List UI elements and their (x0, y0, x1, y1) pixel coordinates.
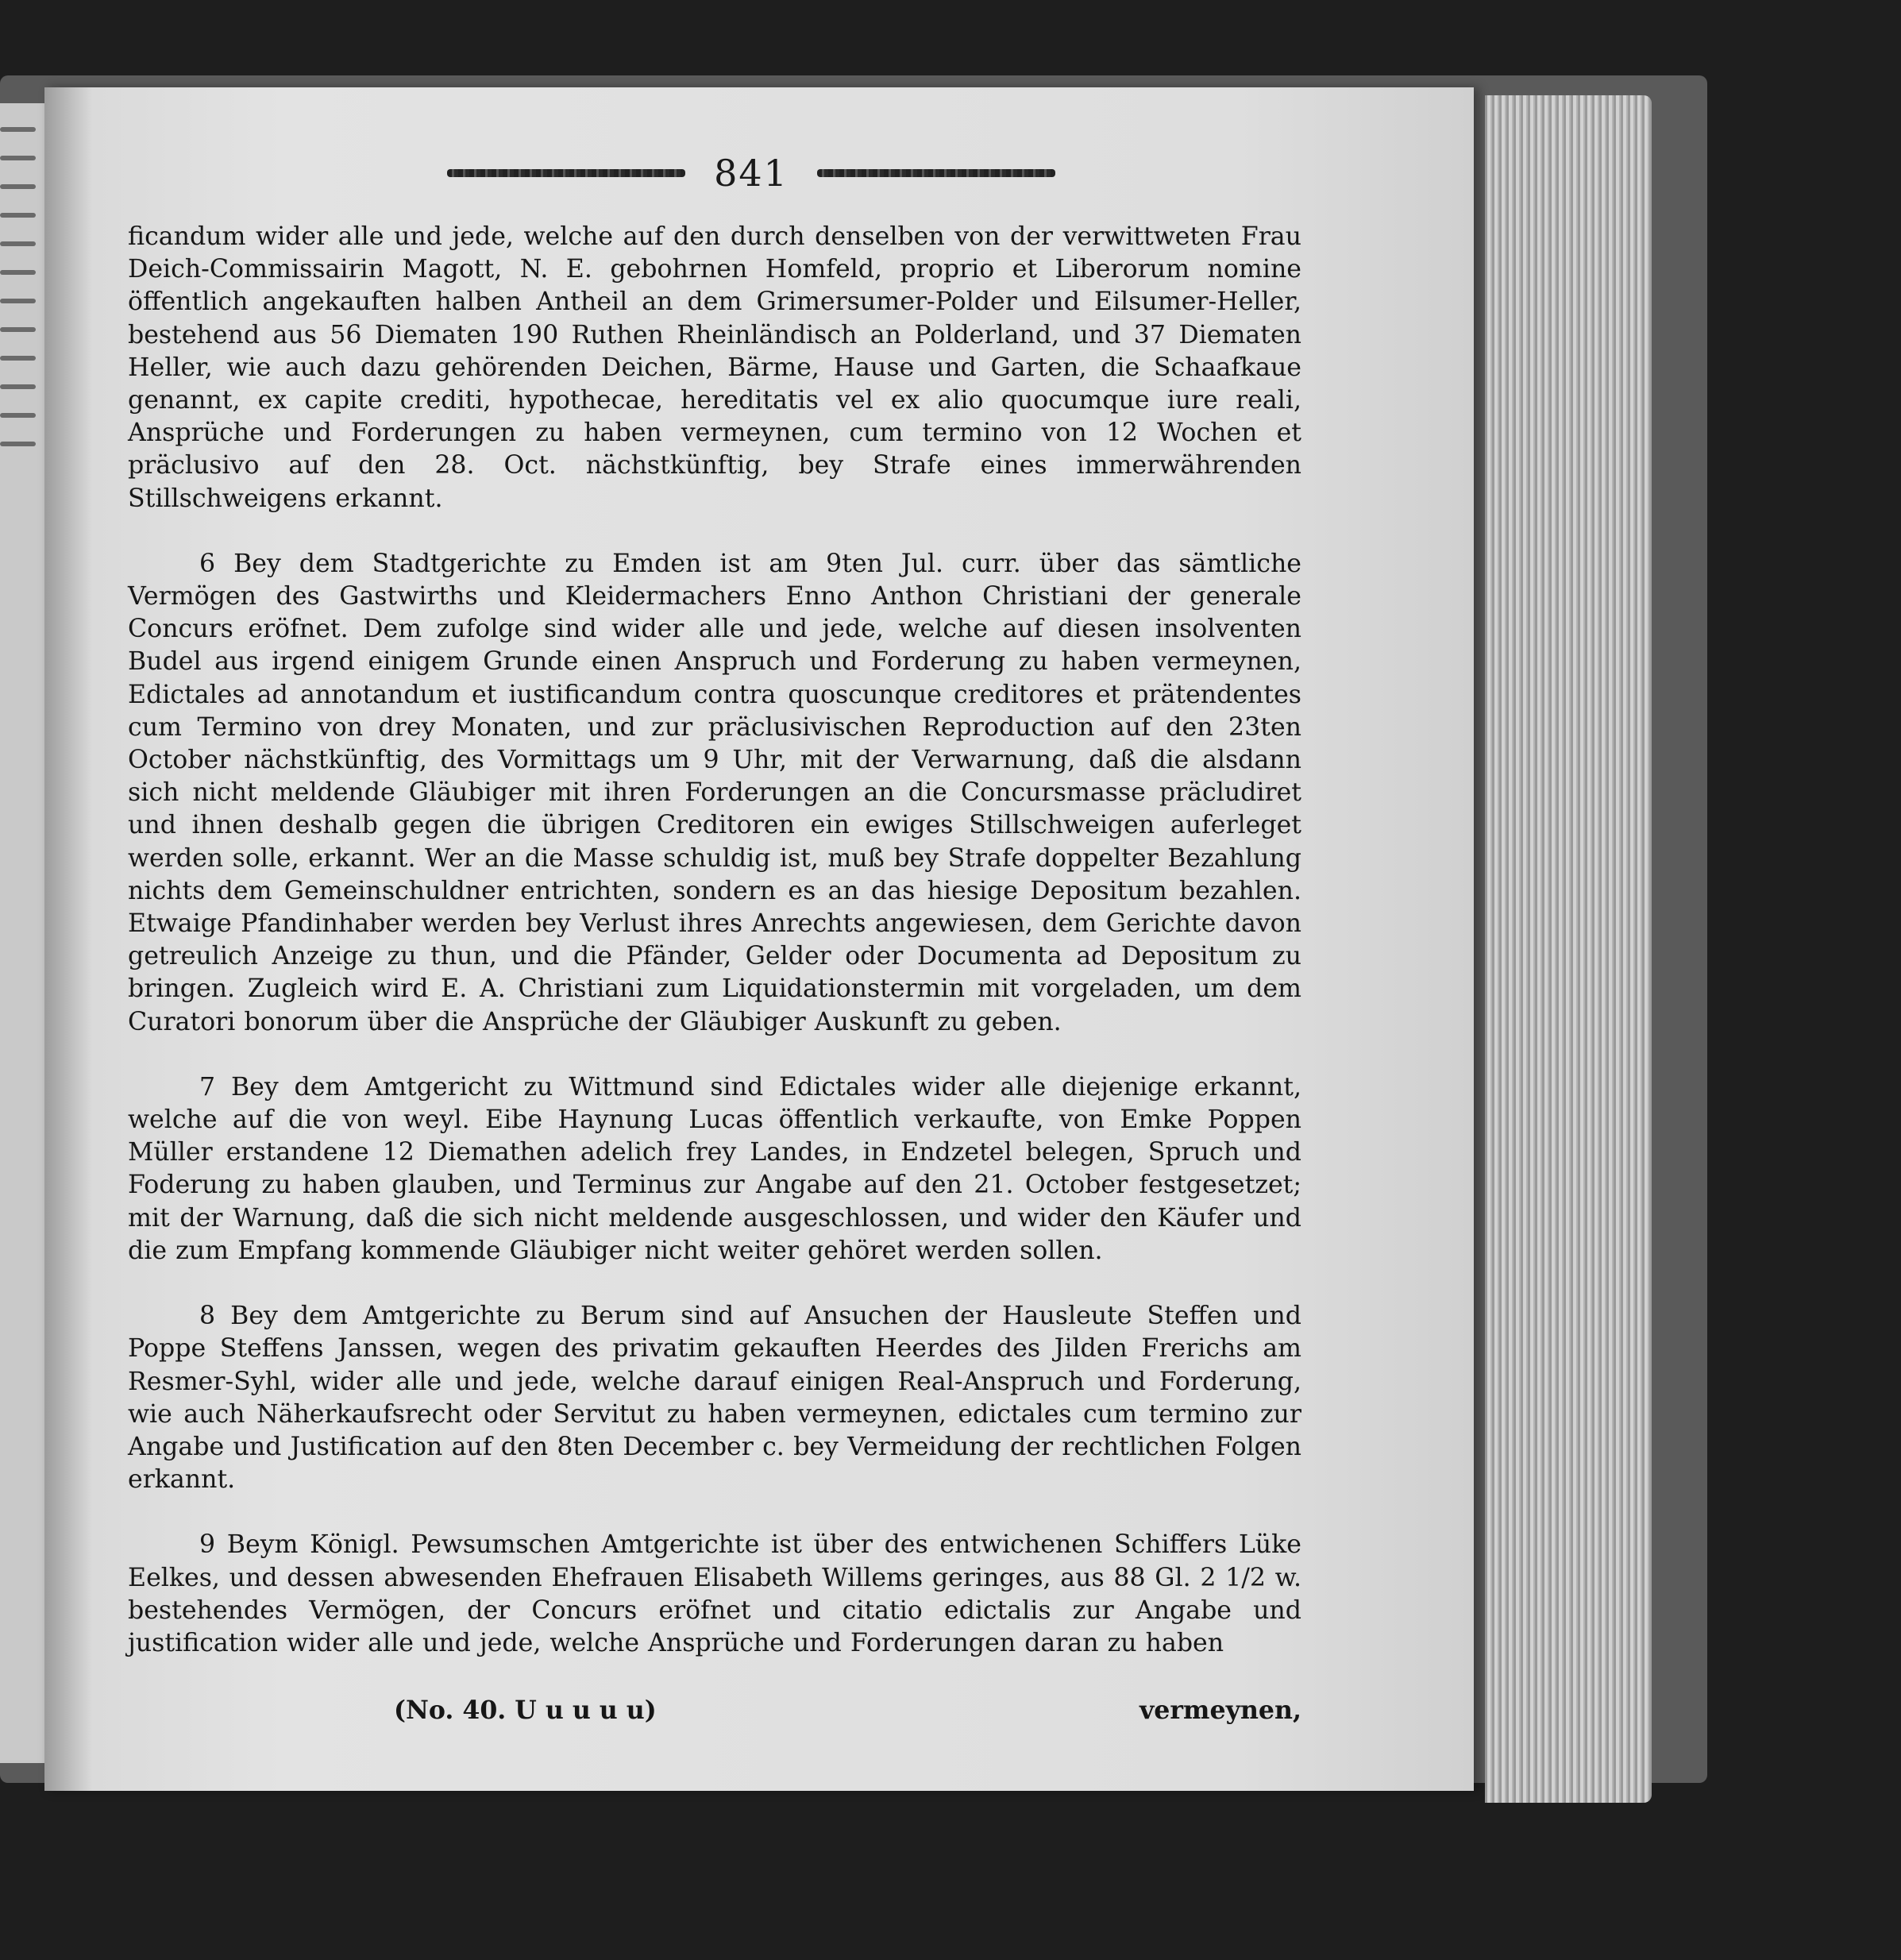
page-footer (128, 1696, 1301, 1730)
paragraph-text: ficandum wider alle und jede, welche auf den durch denselben von der verwittweten Frau Deich-Commissairin Magott, N. E. gebohrnen Homfeld, proprio et Liberorum nomine öffentlich angekauften halben Antheil an dem Grimersumer-Polder und Eilsumer-Heller, bestehend aus 56 Diematen 190 Ruthen Rheinländisch an Polderland, und 37 Diematen Heller, wie auch dazu gehörenden Deichen, Bärme, Hause und Garten, die Schaafkaue genannt, ex capite crediti, hypothecae, hereditatis vel ex alio quocumque iure reali, Ansprüche und Forderungen zu haben vermeynen, cum termino von 12 Wochen et präclusivo auf den 28. Oct. nächstkünftig, bey Strafe eines immerwährenden Stillschweigens erkannt. (128, 222, 1301, 513)
paragraph-7 (128, 1071, 1301, 1267)
header-rule-left (447, 169, 685, 177)
paragraph-number: 6 (199, 549, 216, 578)
book-page (44, 87, 1474, 1791)
page-number: 841 (714, 152, 789, 195)
paragraph-continuation (128, 221, 1301, 515)
paragraph-number: 8 (199, 1302, 216, 1331)
catchword: vermeynen, (1139, 1696, 1301, 1725)
previous-page-text-fragments (0, 103, 48, 1763)
paragraph-text: Beym Königl. Pewsumschen Amtgerichte ist über des entwichenen Schiffers Lüke Eelkes, und dessen abwesenden Ehefrauen Elisabeth Willems geringes, aus 88 Gl. 2 1/2 w. bestehendes Vermögen, der Concurs eröfnet und citatio edictalis zur Angabe und justification wider alle und jede, welche Ansprüche und Forderungen daran zu haben (128, 1530, 1301, 1657)
page-body (128, 221, 1301, 1660)
page-header (394, 149, 1109, 197)
paragraph-text: Bey dem Stadtgerichte zu Emden ist am 9ten Jul. curr. über das sämtliche Vermögen des Gastwirths und Kleidermachers Enno Anthon Christiani der generale Concurs eröfnet. Dem zufolge sind wider alle und jede, welche auf diesen insolventen Budel aus irgend einigem Grunde einen Anspruch und Forderung zu haben vermeynen, Edictales ad annotandum et iustificandum contra quoscunque creditores et prätendentes cum Termino von drey Monaten, und zur präclusivischen Reproduction auf den 23ten October nächstkünftig, des Vormittags um 9 Uhr, mit der Verwarnung, daß die alsdann sich nicht meldende Gläubiger mit ihren Forderungen an die Concursmasse präcludiret und ihnen deshalb gegen die übrigen Creditoren ein ewiges Stillschweigen auferleget werden solle, erkannt. Wer an die Masse schuldig ist, muß bey Strafe doppelter Bezahlung nichts dem Gemeinschuldner entrichten, sondern es an das hiesige Depositum bezahlen. Etwaige Pfandinhaber werden bey Verlust ihres Anrechts angewiesen, dem Gerichte davon getreulich Anzeige zu thun, und die Pfänder, Gelder oder Documenta ad Depositum zu bringen. Zugleich wird E. A. Christiani zum Liquidationstermin mit vorgeladen, um dem Curatori bonorum über die Ansprüche der Gläubiger Auskunft zu geben. (128, 549, 1301, 1036)
page-block-edges (1485, 95, 1652, 1803)
paragraph-8 (128, 1300, 1301, 1496)
paragraph-number: 9 (199, 1530, 216, 1560)
previous-page-sliver (0, 103, 48, 1763)
header-rule-right (817, 169, 1055, 177)
paragraph-text: Bey dem Amtgerichte zu Berum sind auf Ansuchen der Hausleute Steffen und Poppe Steffens Janssen, wegen des privatim gekauften Heerdes des Jilden Frerichs am Resmer-Syhl, wider alle und jede, welche darauf einigen Real-Anspruch und Forderung, wie auch Näherkaufsrecht oder Servitut zu haben vermeynen, edictales cum termino zur Angabe und Justification auf den 8ten December c. bey Vermeidung der rechtlichen Folgen erkannt. (128, 1302, 1301, 1495)
paragraph-text: Bey dem Amtgericht zu Wittmund sind Edictales wider alle diejenige erkannt, welche auf die von weyl. Eibe Haynung Lucas öffentlich verkaufte, von Emke Poppen Müller erstandene 12 Diemathen adelich frey Landes, in Endzetel belegen, Spruch und Foderung zu haben glauben, und Terminus zur Angabe auf den 21. October festgesetzet; mit der Warnung, daß die sich nicht meldende ausgeschlossen, und wider den Käufer und die zum Empfang kommende Gläubiger nicht weiter gehöret werden sollen. (128, 1072, 1301, 1265)
signature-mark: (No. 40. U u u u u) (394, 1696, 657, 1725)
paragraph-number: 7 (199, 1072, 216, 1102)
paragraph-6 (128, 548, 1301, 1039)
paragraph-9 (128, 1529, 1301, 1660)
